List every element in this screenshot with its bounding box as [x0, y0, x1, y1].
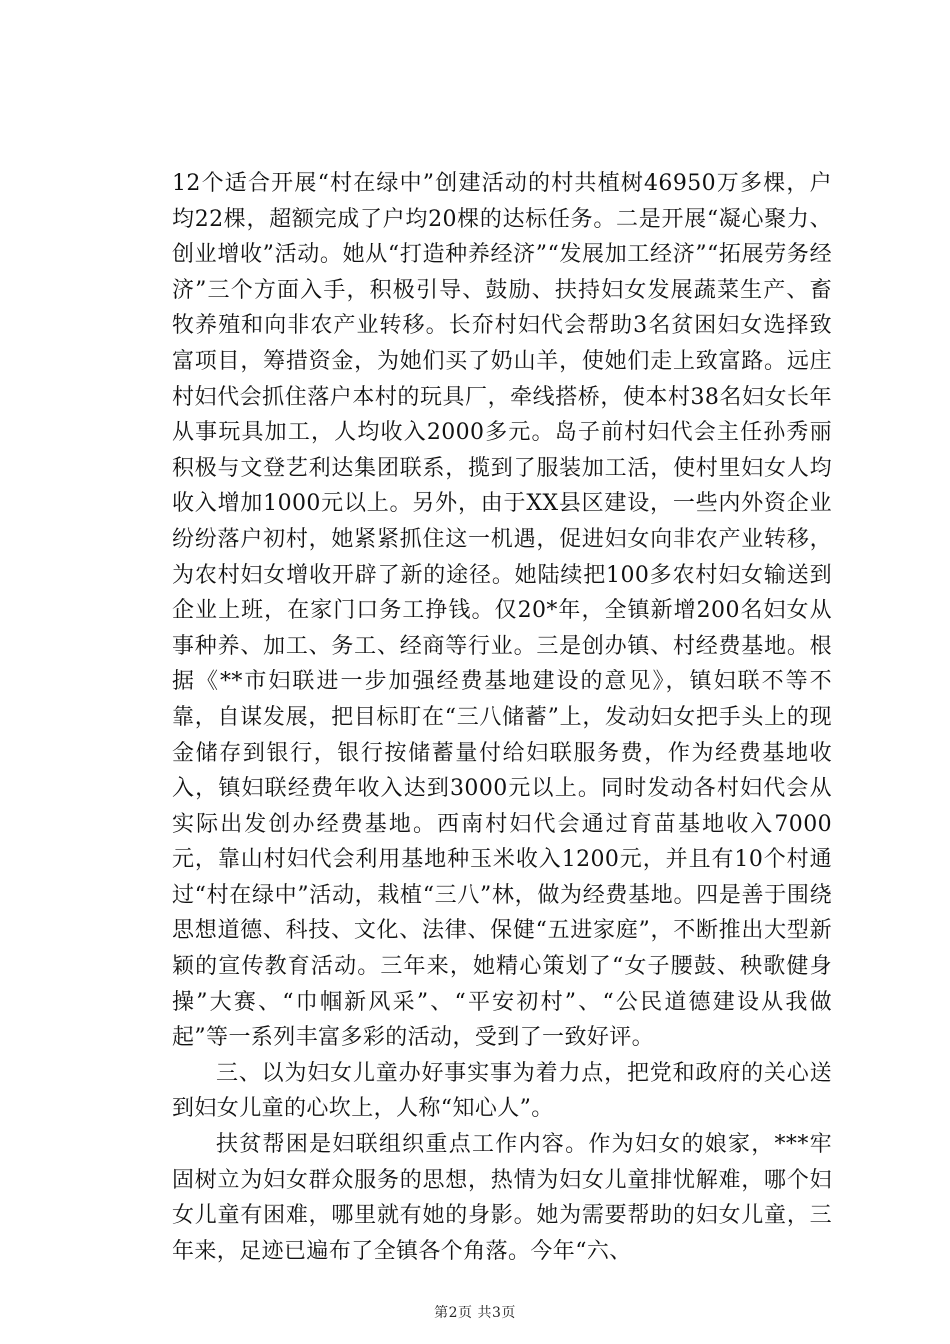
- page-number-footer: 第2页 共3页: [434, 1305, 516, 1321]
- paragraph-1: 12个适合开展“村在绿中”创建活动的村共植树46950万多棵，户均22棵，超额完成了户均20棵的达标任务。二是开展“凝心聚力、创业增收”活动。她从“打造种养经济”“发展加工经济”“拓展劳务经济”三个方面入手，积极引导、鼓励、扶持妇女发展蔬菜生产、畜牧养殖和向非农产业转移。长夼村妇代会帮助3名贫困妇女选择致富项目，筹措资金，为她们买了奶山羊，使她们走上致富路。远庄村妇代会抓住落户本村的玩具厂，牵线搭桥，使本村38名妇女长年从事玩具加工，人均收入2000多元。岛子前村妇代会主任孙秀丽积极与文登艺利达集团联系，揽到了服装加工活，使村里妇女人均收入增加1000元以上。另外，由于XX县区建设，一些内外资企业纷纷落户初村，她紧紧抓住这一机遇，促进妇女向非农产业转移，为农村妇女增收开辟了新的途径。她陆续把100多农村妇女输送到企业上班，在家门口务工挣钱。仅20*年，全镇新增200名妇女从事种养、加工、务工、经商等行业。三是创办镇、村经费基地。根据《**市妇联进一步加强经费基地建设的意见》，镇妇联不等不靠，自谋发展，把目标盯在“三八储蓄”上，发动妇女把手头上的现金储存到银行，银行按储蓄量付给妇联服务费，作为经费基地收入，镇妇联经费年收入达到3000元以上。同时发动各村妇代会从实际出发创办经费基地。西南村妇代会通过育苗基地收入7000元，靠山村妇代会利用基地种玉米收入1200元，并且有10个村通过“村在绿中”活动，栽植“三八”林，做为经费基地。四是善于围绕思想道德、科技、文化、法律、保健“五进家庭”，不断推出大型新颖的宣传教育活动。三年来，她精心策划了“女子腰鼓、秧歌健身操”大赛、“巾帼新风采”、“平安初村”、“公民道德建设从我做起”等一系列丰富多彩的活动，受到了一致好评。: [172, 171, 832, 1051]
- paragraph-2-section-heading: 三、以为妇女儿童办好事实事为着力点，把党和政府的关心送到妇女儿童的心坎上，人称“知心人”。: [172, 1060, 832, 1122]
- document-body: [172, 166, 832, 1269]
- paragraph-3: 扶贫帮困是妇联组织重点工作内容。作为妇女的娘家，***牢固树立为妇女群众服务的思想，热情为妇女儿童排忧解难，哪个妇女儿童有困难，哪里就有她的身影。她为需要帮助的妇女儿童，三年来，足迹已遍布了全镇各个角落。今年“六、: [172, 1132, 832, 1264]
